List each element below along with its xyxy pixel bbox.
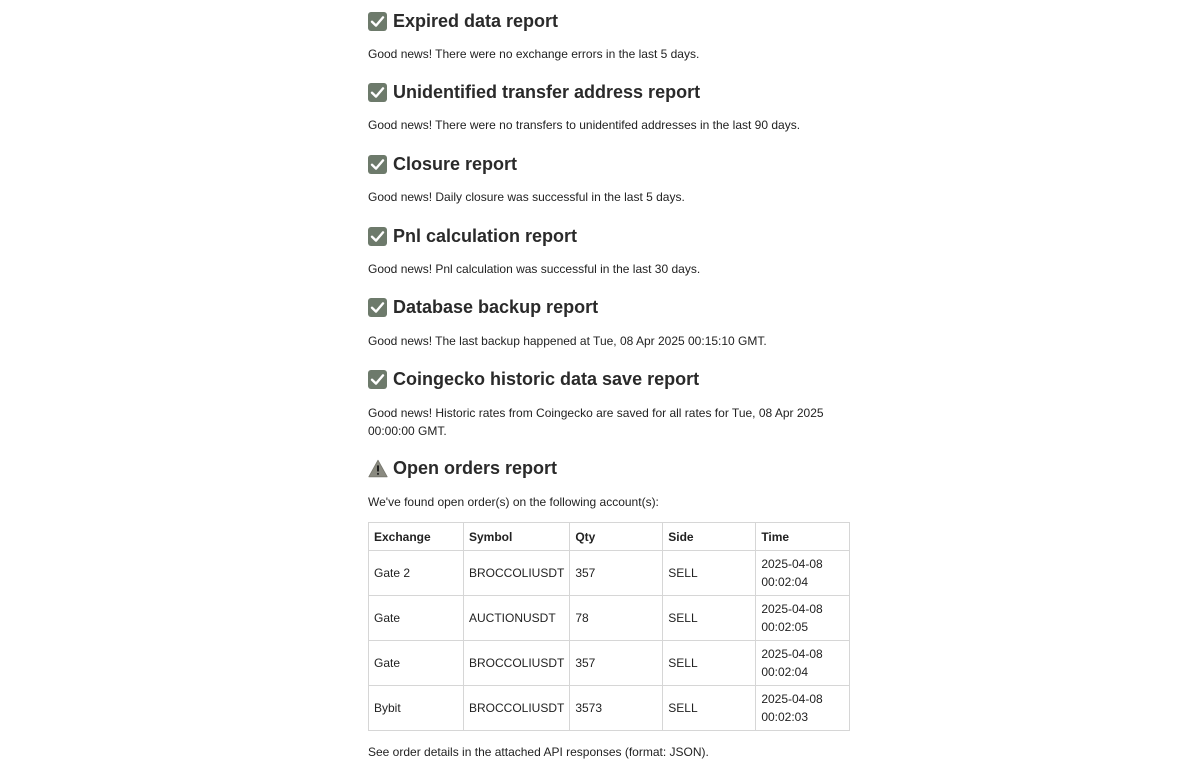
time-date: 2025-04-08 (761, 647, 823, 661)
cell-time (756, 551, 850, 596)
report-coingecko-historic (368, 367, 850, 440)
time-clock: 00:02:05 (761, 620, 809, 634)
cell-exchange: Bybit (369, 686, 464, 731)
report-heading (368, 456, 850, 480)
cell-symbol: AUCTIONUSDT (463, 596, 569, 641)
report-message: Good news! Pnl calculation was successful in the last 30 days. (368, 262, 701, 276)
report-closure (368, 152, 850, 206)
check-icon (368, 227, 387, 246)
time-date: 2025-04-08 (761, 602, 823, 616)
check-icon (368, 155, 387, 174)
check-icon (368, 12, 387, 31)
report-message: Good news! There were no transfers to unidentifed addresses in the last 90 days. (368, 118, 801, 132)
cell-qty: 78 (570, 596, 663, 641)
report-message: Good news! Daily closure was successful in the last 5 days. (368, 190, 685, 204)
report-heading (368, 295, 850, 319)
report-message: Good news! There were no exchange errors in the last 5 days. (368, 47, 700, 61)
column-header-symbol: Symbol (463, 523, 569, 551)
cell-side: SELL (663, 641, 756, 686)
cell-qty: 3573 (570, 686, 663, 731)
open-orders-table (368, 522, 850, 731)
time-date: 2025-04-08 (761, 692, 823, 706)
table-row (369, 551, 850, 596)
report-message: Good news! Historic rates from Coingecko are saved for all rates for Tue, 08 Apr 2025 00:00:00 GMT. (368, 406, 824, 438)
open-orders-intro: We've found open order(s) on the following account(s): (368, 495, 659, 509)
table-row (369, 686, 850, 731)
report-heading (368, 152, 850, 176)
cell-exchange: Gate 2 (369, 551, 464, 596)
report-unidentified-transfer (368, 80, 850, 134)
report-title: Pnl calculation report (393, 225, 578, 246)
report-title: Open orders report (393, 457, 558, 478)
table-row (369, 641, 850, 686)
cell-time (756, 596, 850, 641)
report-pnl-calculation (368, 224, 850, 278)
report-heading (368, 80, 850, 104)
warning-icon (368, 459, 388, 478)
report-title: Closure report (393, 153, 518, 174)
open-orders-footer: See order details in the attached API responses (format: JSON). (368, 745, 709, 759)
cell-exchange: Gate (369, 596, 464, 641)
table-row (369, 596, 850, 641)
report-heading (368, 367, 850, 391)
report-expired-data (368, 9, 850, 63)
report-heading (368, 9, 850, 33)
table-header-row (369, 523, 850, 551)
cell-exchange: Gate (369, 641, 464, 686)
time-clock: 00:02:03 (761, 710, 809, 724)
cell-qty: 357 (570, 641, 663, 686)
check-icon (368, 83, 387, 102)
column-header-time: Time (756, 523, 850, 551)
column-header-side: Side (663, 523, 756, 551)
cell-time (756, 641, 850, 686)
time-clock: 00:02:04 (761, 665, 809, 679)
check-icon (368, 298, 387, 317)
cell-side: SELL (663, 596, 756, 641)
report-open-orders (368, 456, 850, 761)
report-title: Unidentified transfer address report (393, 81, 701, 102)
report-title: Coingecko historic data save report (393, 368, 700, 389)
report-heading (368, 224, 850, 248)
cell-side: SELL (663, 686, 756, 731)
time-clock: 00:02:04 (761, 575, 809, 589)
report-title: Database backup report (393, 296, 599, 317)
column-header-qty: Qty (570, 523, 663, 551)
cell-symbol: BROCCOLIUSDT (463, 641, 569, 686)
cell-time (756, 686, 850, 731)
report-message: Good news! The last backup happened at Tue, 08 Apr 2025 00:15:10 GMT. (368, 334, 767, 348)
cell-qty: 357 (570, 551, 663, 596)
cell-side: SELL (663, 551, 756, 596)
column-header-exchange: Exchange (369, 523, 464, 551)
cell-symbol: BROCCOLIUSDT (463, 686, 569, 731)
report-email-body (368, 0, 850, 761)
cell-symbol: BROCCOLIUSDT (463, 551, 569, 596)
check-icon (368, 370, 387, 389)
report-title: Expired data report (393, 10, 559, 31)
time-date: 2025-04-08 (761, 557, 823, 571)
report-database-backup (368, 295, 850, 350)
